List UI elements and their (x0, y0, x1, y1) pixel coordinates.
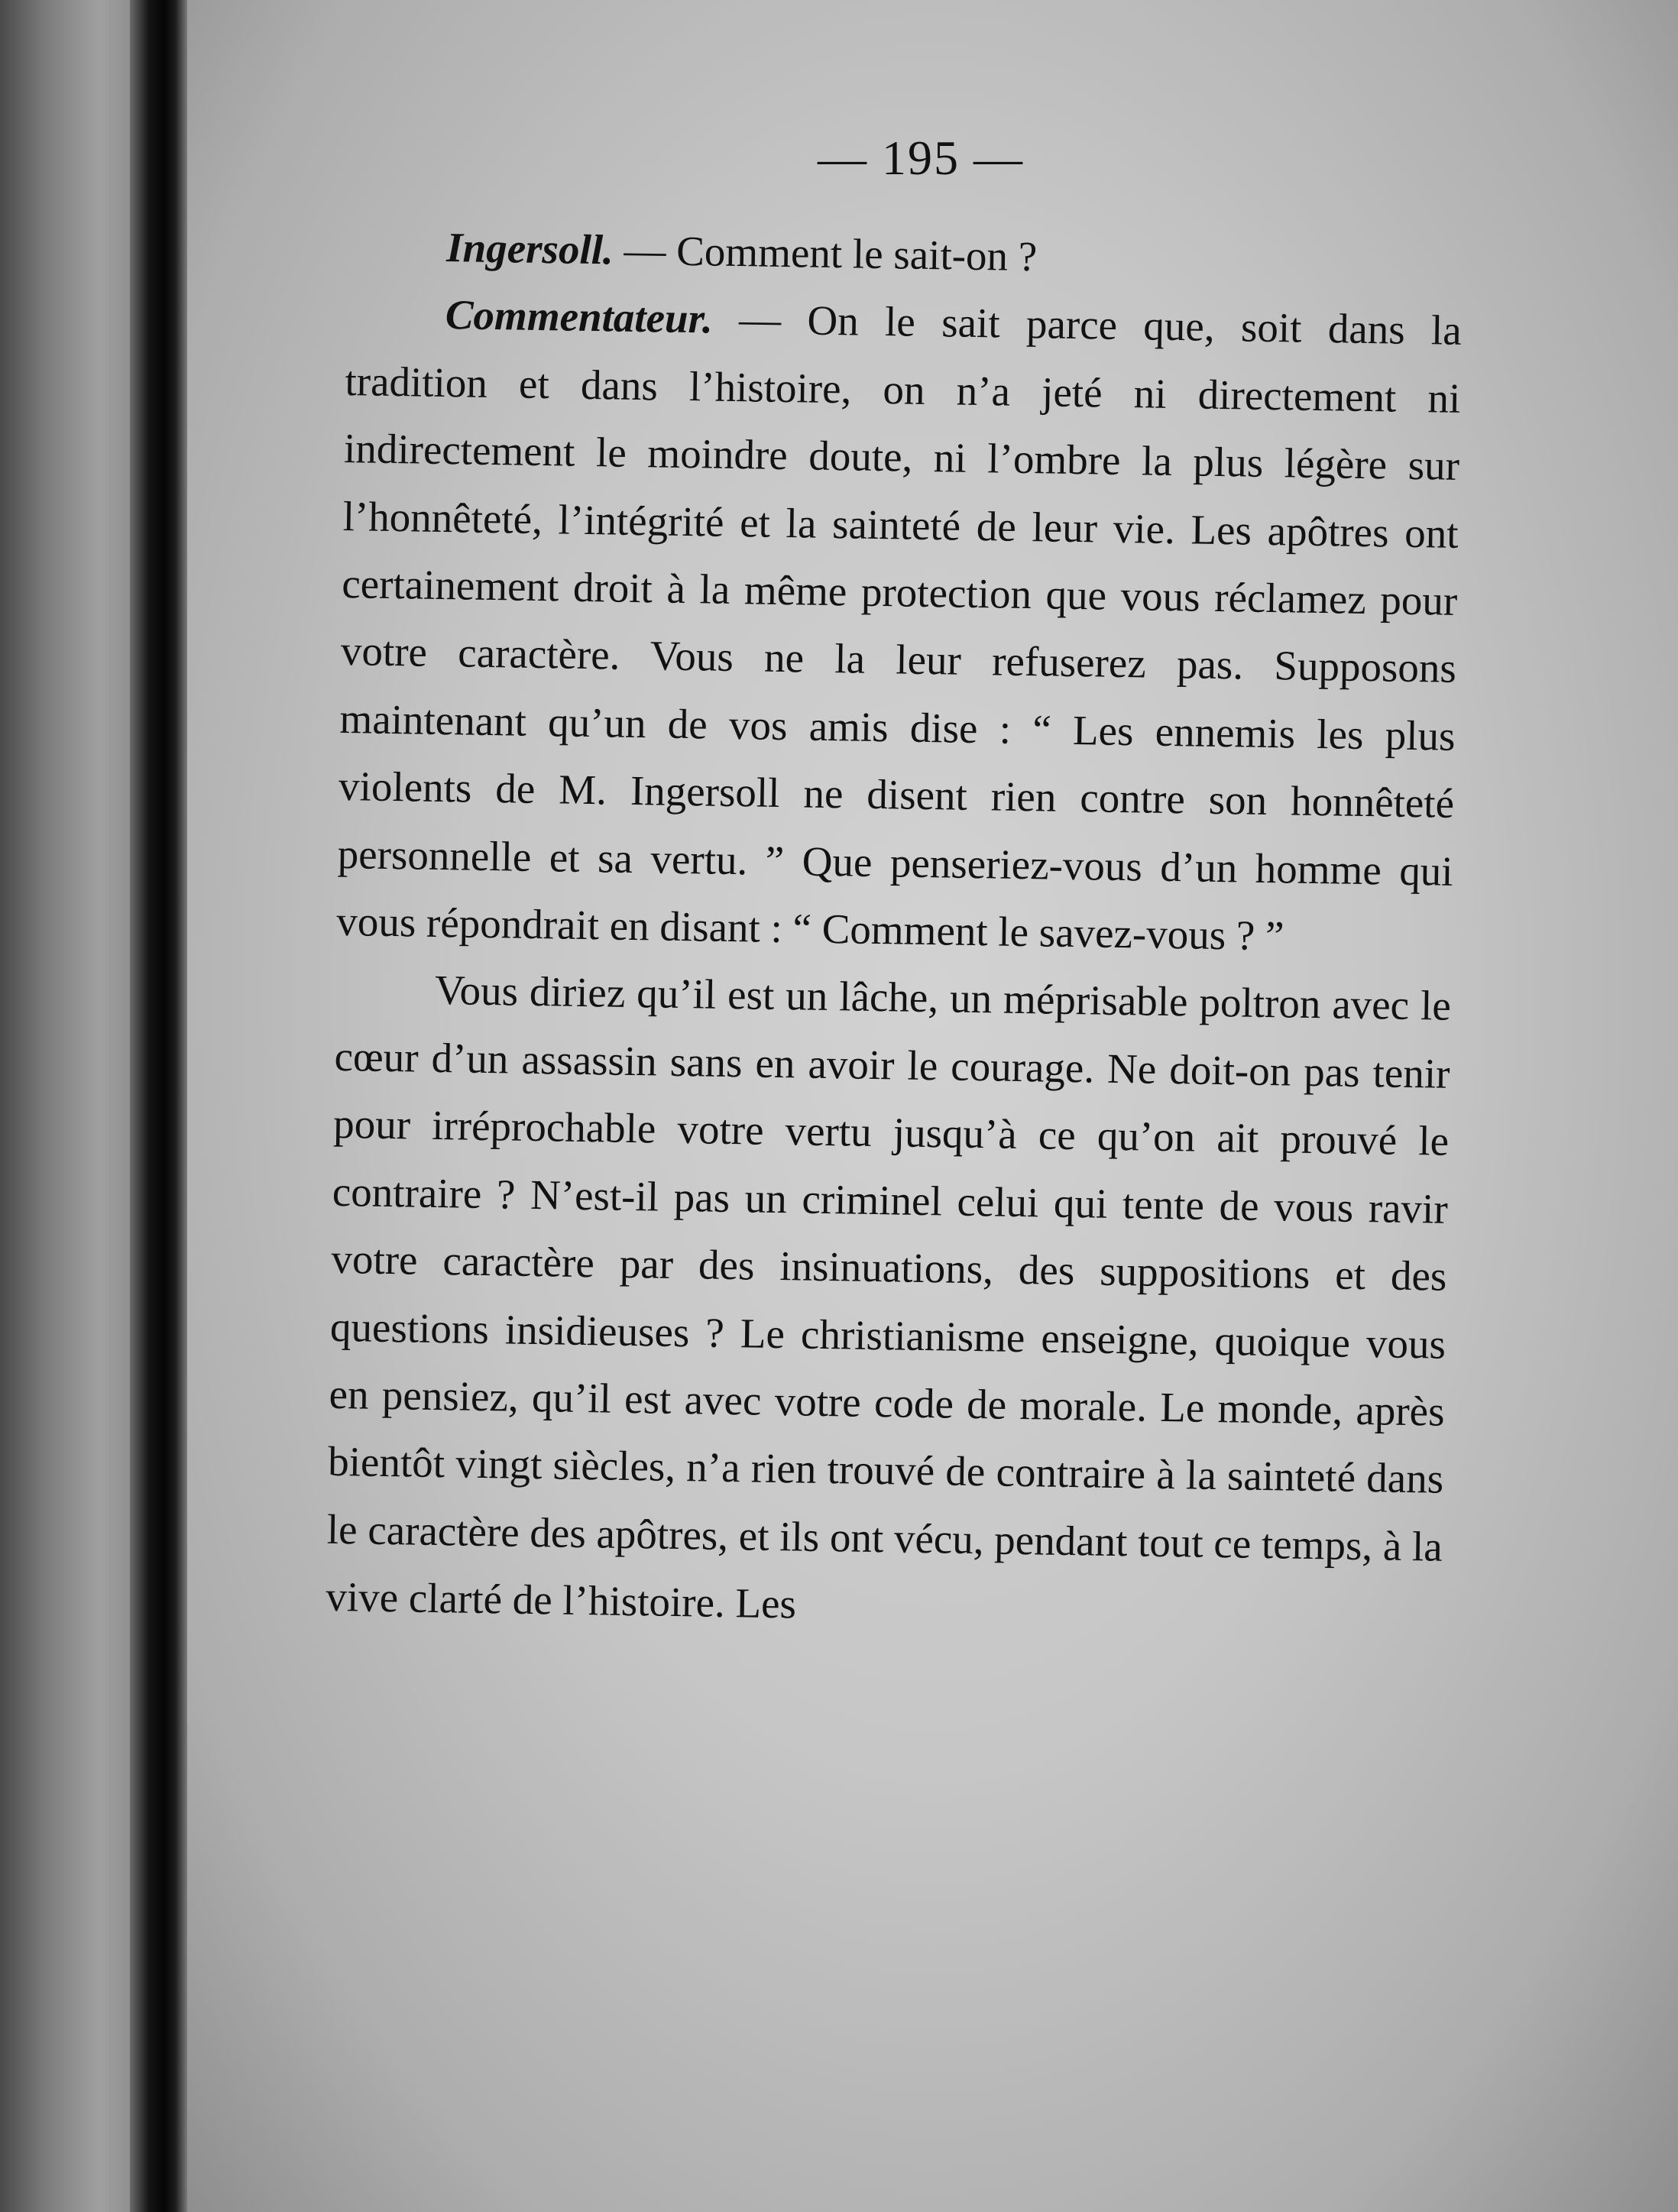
body-paragraph: Vous diriez qu’il est un lâche, un méprisable poltron avec le cœur d’un assassin sans en avoir le courage. Ne doit-on pas tenir pour irréprochable votre vertu jusqu’à ce qu’on ait prouvé le contraire ? N’est-il pas un criminel celui qui tente de vous ravir votre caractère par des insinuations, des suppositions et des questions insidieuses ? Le christianisme enseigne, quoique vous en pensiez, qu’il est avec votre code de morale. Le monde, après bientôt vingt siècles, n’a rien trouvé de contraire à la sainteté dans le caractère des apôtres, et ils ont vécu, pendant tout ce temps, à la vive clarté de l’histoire. Les (326, 967, 1452, 1627)
speaker-commentateur: Commentateur. (445, 291, 714, 342)
page-text (326, 212, 1463, 1648)
dialogue-text-ingersoll: — Comment le sait-on ? (613, 226, 1038, 280)
dialogue-line-commentateur (336, 280, 1463, 973)
speaker-ingersoll: Ingersoll. (445, 224, 614, 274)
dialogue-text-commentateur: — On le sait parce que, soit dans la tradition et dans l’histoire, on n’a jeté ni directement ni indirectement le moindre doute, ni l’ombre la plus légère sur l’honnêteté, l’intégrité et la sainteté de leur vie. Les apôtres ont certainement droit à la même protection que vous réclamez pour votre caractère. Vous ne la leur refuserez pas. Supposons maintenant qu’un de vos amis dise : “ Les ennemis les plus violents de M. Ingersoll ne disent rien contre son honnêteté personnelle et sa vertu. ” Que penseriez-vous d’un homme qui vous répondrait en disant : “ Comment le savez-vous ? ” (335, 295, 1463, 960)
page-number: — 195 — (818, 131, 1024, 185)
facing-page-edge (0, 0, 134, 2212)
book-gutter (130, 0, 187, 2212)
